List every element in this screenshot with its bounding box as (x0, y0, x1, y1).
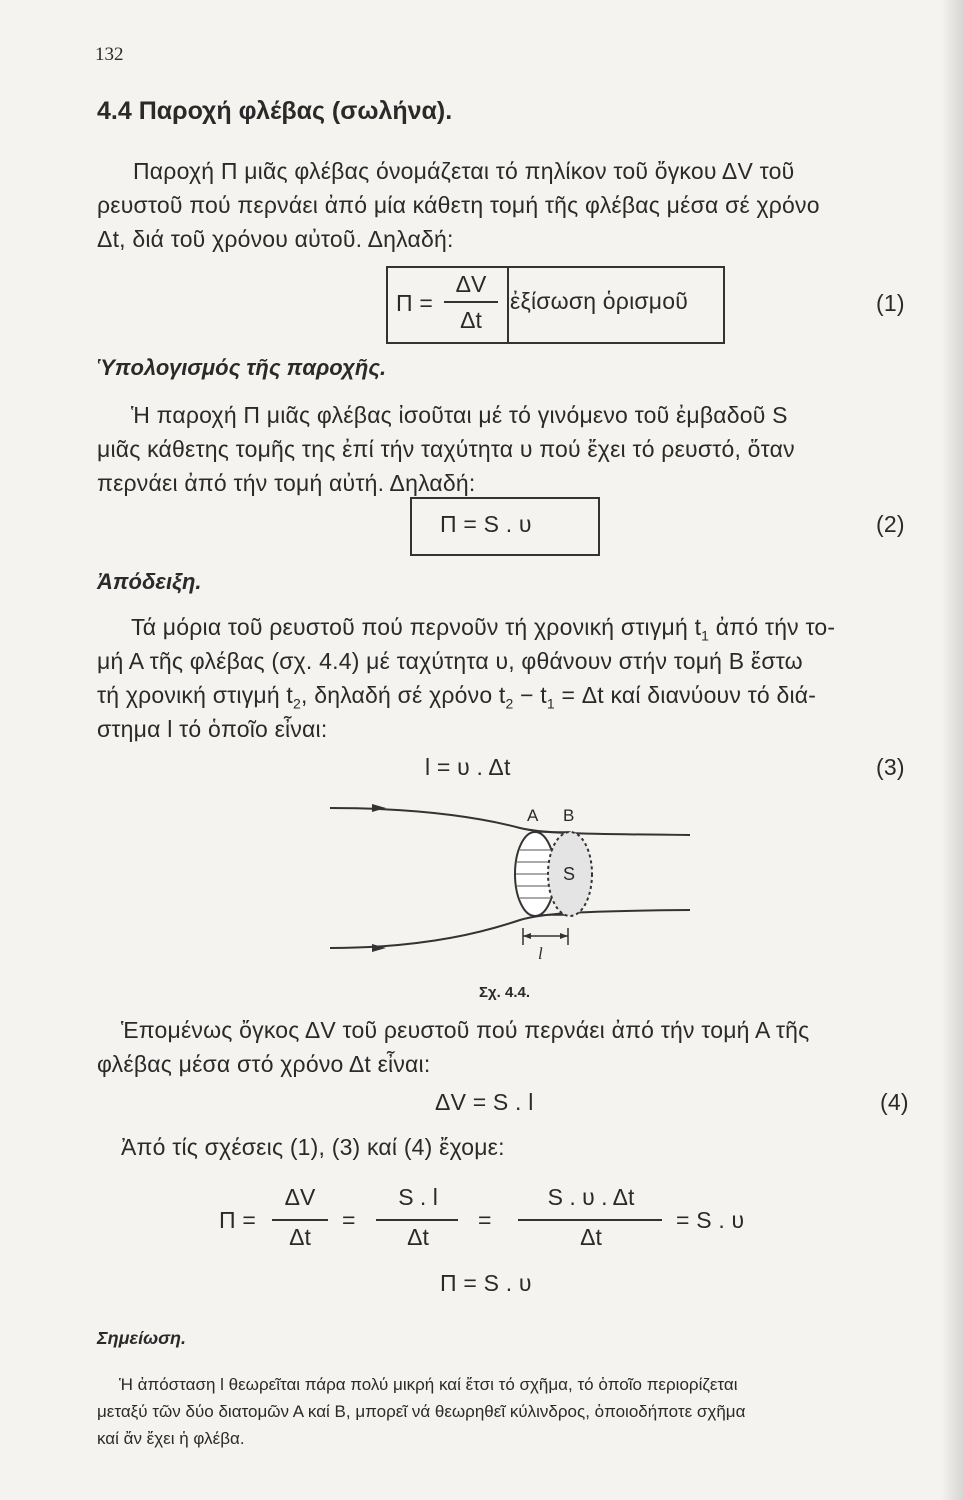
note-line-1: Ἡ ἀπόσταση l θεωρεῖται πάρα πολύ μικρή καί ἔτσι τό σχῆμα, τό ὁποῖο περιορίζεται (119, 1375, 738, 1394)
deriv-equals-a: = (342, 1207, 356, 1233)
calc-line-1: Ἡ παροχή Π μιᾶς φλέβας ἰσοῦται μέ τό γινόμενο τοῦ ἐμβαδοῦ S (131, 402, 788, 428)
deriv-f3-numerator: S . υ . Δt (547, 1184, 635, 1210)
lower-streamline (330, 910, 690, 948)
volume-line-2: φλέβας μέσα στό χρόνο Δt εἶναι: (97, 1051, 431, 1077)
proof-line-2: μή Α τῆς φλέβας (σχ. 4.4) μέ ταχύτητα υ, φθάνουν στήν τομή Β ἔστω (97, 648, 803, 674)
deriv-f1-numerator: ΔV (284, 1184, 316, 1210)
eq4-expression: ΔV = S . l (435, 1089, 534, 1115)
figure-label-s: S (563, 864, 576, 884)
note-line-2: μεταξύ τῶν δύο διατομῶν Α καί Β, μπορεῖ νά θεωρηθεῖ κύλινδρος, ὁποιοδήποτε σχῆμα (97, 1402, 746, 1421)
deriv-result: = S . υ (676, 1207, 745, 1233)
figure-label-b: Β (563, 806, 575, 825)
figure-label-l: l (538, 944, 543, 963)
volume-line-1: Ἑπομένως ὄγκος ΔV τοῦ ρευστοῦ πού περνάει ἀπό τήν τομή Α τῆς (121, 1017, 810, 1043)
calc-line-3: περνάει ἀπό τήν τομή αὐτή. Δηλαδή: (97, 470, 476, 496)
page-number: 132 (95, 44, 124, 65)
deriv-f1-denominator: Δt (289, 1224, 311, 1250)
deriv-final: Π = S . υ (440, 1270, 532, 1296)
eq2-number: (2) (876, 511, 905, 537)
deriv-lhs: Π = (219, 1207, 257, 1233)
deriv-f3-denominator: Δt (580, 1224, 602, 1250)
l-arrow-right-icon (560, 933, 568, 939)
figure-caption: Σχ. 4.4. (479, 984, 530, 1001)
eq2-expression: Π = S . υ (440, 511, 532, 537)
intro-line-1: Παροχή Π μιᾶς φλέβας όνομάζεται τό πηλίκον τοῦ ὄγκου ΔV τοῦ (133, 158, 795, 184)
note-line-3: καί ἄν ἔχει ἡ φλέβα. (97, 1429, 245, 1448)
proof-line-1: Τά μόρια τοῦ ρευστοῦ πού περνοῦν τή χρονική στιγμή $t_1$ ἀπό τήν το- (131, 614, 836, 644)
deriv-f2-denominator: Δt (407, 1224, 429, 1250)
upper-streamline (330, 808, 690, 835)
eq4-number: (4) (880, 1089, 909, 1115)
intro-line-2: ρευστοῦ πού περνάει ἀπό μία κάθετη τομή τῆς φλέβας μέσα σέ χρόνο (97, 192, 820, 218)
calc-line-2: μιᾶς κάθετης τομῆς της ἐπί τήν ταχύτητα υ πού ἔχει τό ρευστό, ὅταν (97, 436, 795, 462)
eq1-number: (1) (876, 290, 905, 316)
figure-pipe-flow (320, 790, 700, 960)
figure-label-a: Α (527, 806, 539, 825)
deriv-f3-bar (518, 1219, 662, 1221)
deriv-f2-bar (376, 1219, 458, 1221)
eq1-numerator: ΔV (455, 271, 487, 297)
page-edge-shadow (941, 0, 963, 1500)
eq1-denominator: Δt (460, 307, 482, 333)
upper-arrow-icon (372, 804, 386, 812)
eq1-label: ἐξίσωση ὁρισμοῦ (510, 288, 688, 314)
eq1-fraction-bar (444, 301, 498, 303)
proof-subheading: Ἀπόδειξη. (97, 569, 202, 594)
l-arrow-left-icon (523, 933, 531, 939)
intro-line-3: Δt, διά τοῦ χρόνου αὐτοῦ. Δηλαδή: (97, 226, 454, 252)
section-heading: 4.4 Παροχή φλέβας (σωλήνα). (97, 97, 453, 125)
eq3-number: (3) (876, 754, 905, 780)
eq3-expression: l = υ . Δt (425, 754, 511, 780)
calc-subheading: Ὑπολογισμός τῆς παροχῆς. (97, 355, 387, 380)
deriv-f1-bar (272, 1219, 328, 1221)
proof-line-3: τή χρονική στιγμή $t_2$, δηλαδή σέ χρόνο $t_2 - t_1 = \Delta t$ καί διανύουν τό διά- (97, 682, 817, 712)
deriv-f2-numerator: S . l (398, 1184, 438, 1210)
note-title: Σημείωση. (97, 1328, 187, 1348)
deriv-equals-b: = (478, 1207, 492, 1233)
eq1-lhs: Π = (396, 290, 434, 316)
relations-line: Ἀπό τίς σχέσεις (1), (3) καί (4) ἔχομε: (121, 1134, 505, 1160)
proof-line-4: στημα l τό ὁποῖο εἶναι: (97, 716, 328, 742)
